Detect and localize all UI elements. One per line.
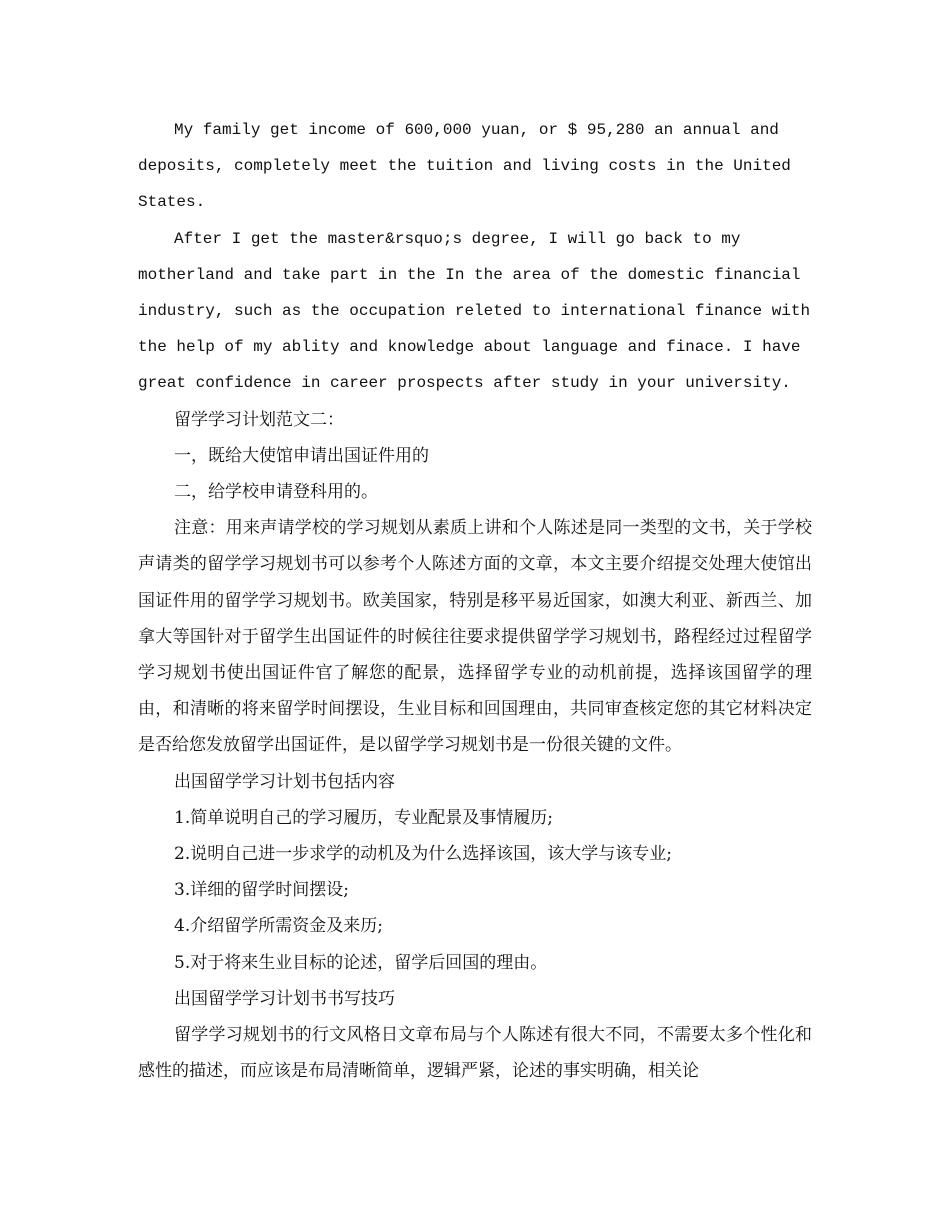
paragraph-career-plan: After I get the master&rsquo;s degree, I will go back to my motherland and take part in the In the area of the domestic financial industry, such as the occupation releted to international finance with the help of my ablity and knowledge about language and finace. I have great confidence in career prospects after study in your university. [138,229,811,393]
list-item-4: 4.介绍留学所需资金及来历; [174,916,383,937]
list-item-3: 3.详细的留学时间摆设; [174,880,349,901]
section-heading-contents: 出国留学学习计划书包括内容 [174,771,395,792]
list-item-1: 1.简单说明自己的学习履历，专业配景及事情履历; [174,807,553,828]
list-item-embassy: 一，既给大使馆申请出国证件用的 [174,445,429,466]
paragraph-note: 注意：用来声请学校的学习规划从素质上讲和个人陈述是同一类型的文书，关于学校声请类的留学学习规划书可以参考个人陈述方面的文章，本文主要介绍提交处理大使馆出国证件用的留学学习规划书。欧美国家，特别是移平易近国家，如澳大利亚、新西兰、加拿大等国针对于留学生出国证件的时候往往要求提供留学学习规划书，路程经过过程留学学习规划书使出国证件官了解您的配景，选择留学专业的动机前提，选择该国留学的理由，和清晰的将来留学时间摆设，生业目标和回国理由，共同审查核定您的其它材料决定是否给您发放留学出国证件，是以留学学习规划书是一份很关键的文件。 [138,518,812,756]
section-heading-sample-two: 留学学习计划范文二： [174,409,344,430]
list-item-2: 2.说明自己进一步求学的动机及为什么选择该国，该大学与该专业; [174,844,672,865]
list-item-school: 二，给学校申请登科用的。 [174,482,378,503]
paragraph-family-income: My family get income of 600,000 yuan, or $ 95,280 an annual and deposits, completely meet the tuition and living costs in the United States. [138,121,791,212]
paragraph-writing-style: 留学学习规划书的行文风格日文章布局与个人陈述有很大不同，不需要太多个性化和感性的描述，而应该是布局清晰简单，逻辑严紧，论述的事实明确，相关论 [138,1025,812,1082]
document-page [138,112,812,1089]
section-heading-writing-tips: 出国留学学习计划书书写技巧 [174,988,395,1009]
list-item-5: 5.对于将来生业目标的论述，留学后回国的理由。 [174,952,548,973]
